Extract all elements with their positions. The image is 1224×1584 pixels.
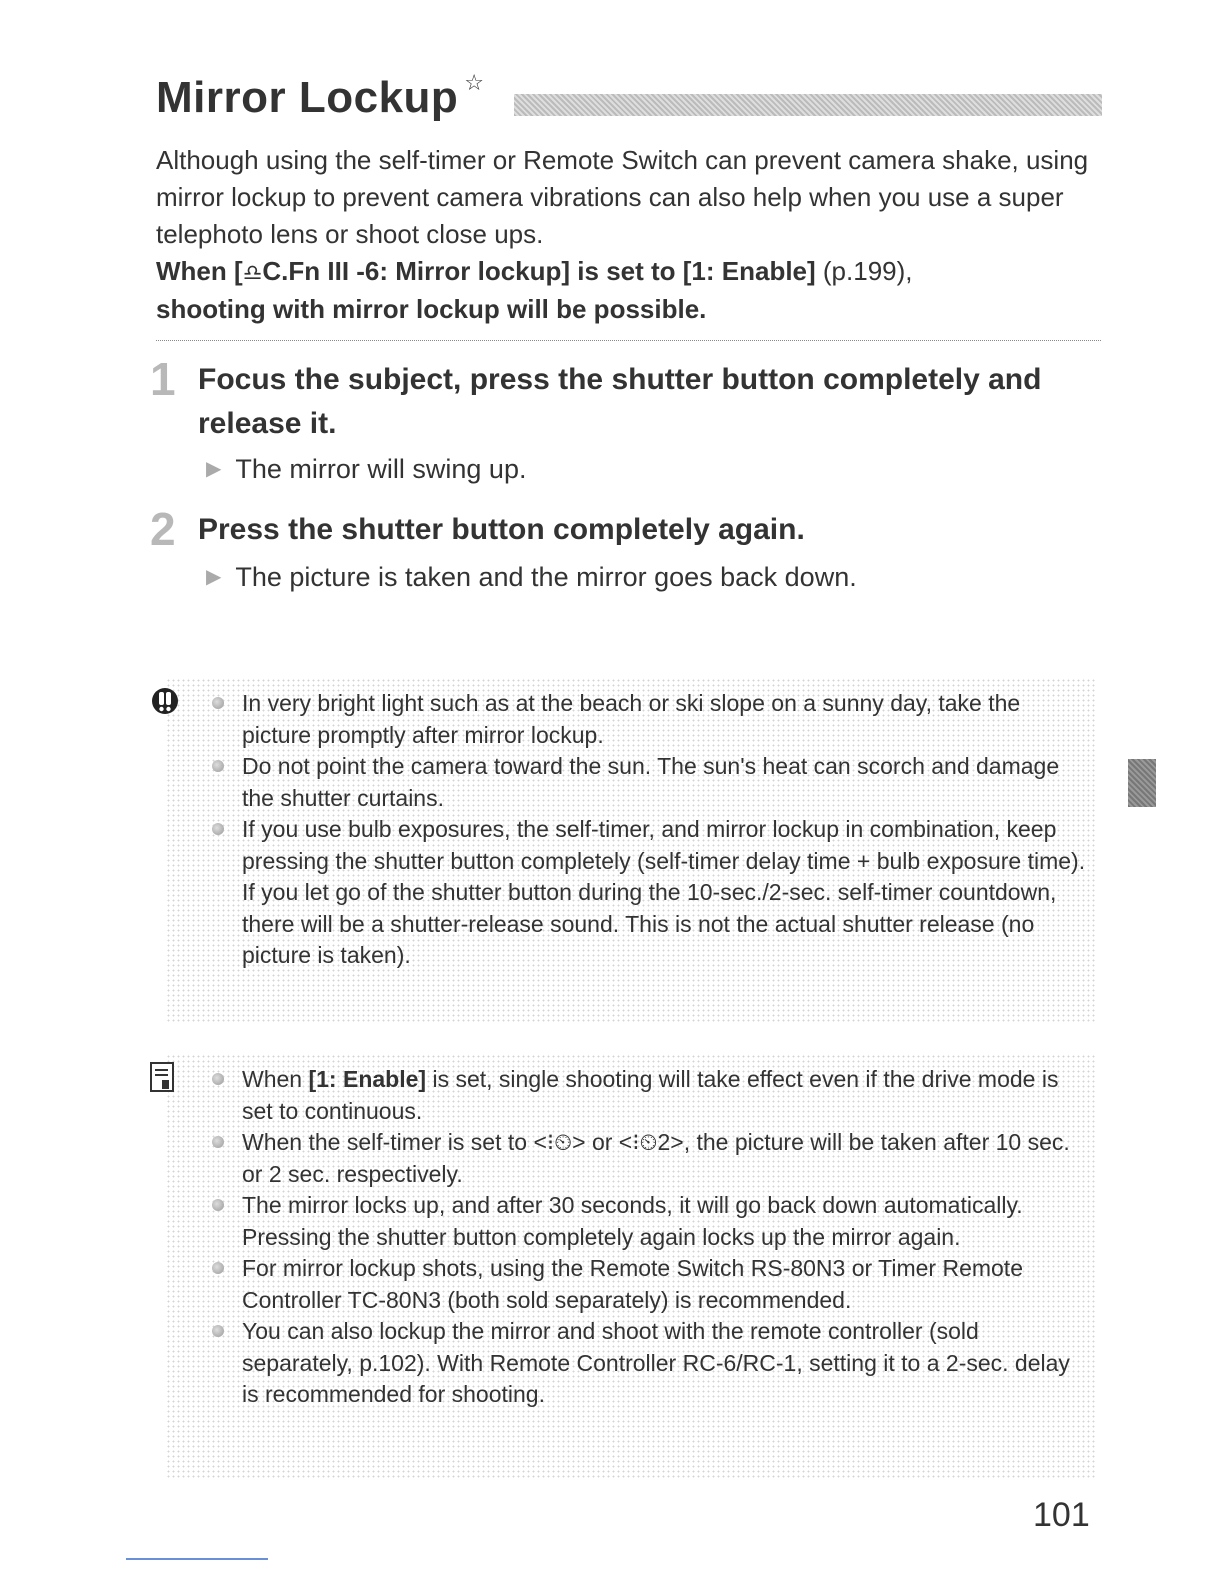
title-decoration-bar: [514, 94, 1102, 116]
notes-list: [206, 1064, 1086, 1411]
note-icon: [150, 1062, 176, 1099]
bullet-icon: [212, 1073, 224, 1085]
page-title-text: Mirror Lockup: [156, 73, 459, 122]
bullet-icon: [212, 1262, 224, 1274]
arrow-icon: ▶: [206, 458, 222, 480]
self-timer-2s-icon: <⁝⏲2>: [618, 1129, 684, 1155]
intro-text: Although using the self-timer or Remote Switch can prevent camera shake, using mirror lockup to prevent camera vibrations can also help when you use a super telephoto lens or shoot close ups.: [156, 145, 1089, 249]
bullet-icon: [212, 760, 224, 772]
step-number: 1: [150, 353, 176, 405]
intro-result: shooting with mirror lockup will be possible.: [156, 294, 707, 324]
intro-setting-line: When [♎C.Fn III -6: Mirror lockup] is set to [1: Enable] (p.199),: [156, 253, 1101, 291]
self-timer-10s-icon: <⁝⏲>: [533, 1129, 586, 1155]
list-item: You can also lockup the mirror and shoot with the remote controller (sold separately, p.102). With Remote Controller RC-6/RC-1, setting it to a 2-sec. delay is recommended for shooting.: [206, 1316, 1086, 1411]
bullet-icon: [212, 1199, 224, 1211]
list-item: The mirror locks up, and after 30 seconds, it will go back down automatically. Pressing the shutter button completely again locks up the mirror again.: [206, 1190, 1086, 1253]
page-reference: (p.199),: [815, 256, 913, 286]
step-title: Press the shutter button completely again.: [198, 513, 805, 546]
bullet-icon: [212, 823, 224, 835]
bullet-icon: [212, 1325, 224, 1337]
page-title: [156, 70, 485, 123]
caution-list: [206, 688, 1086, 972]
notes-box: [166, 1054, 1096, 1478]
list-item: Do not point the camera toward the sun. The sun's heat can scorch and damage the shutter curtains.: [206, 751, 1086, 814]
list-item: When the self-timer is set to <⁝⏲> or <⁝⏲2>, the picture will be taken after 10 sec. or 2 sec. respectively.: [206, 1127, 1086, 1190]
chapter-tab: [1128, 759, 1156, 807]
page-number: 101: [1033, 1496, 1090, 1534]
list-item: If you use bulb exposures, the self-timer, and mirror lockup in combination, keep pressing the shutter button completely (self-timer delay time + bulb exposure time). If you let go of the shutter button during the 10-sec./2-sec. self-timer countdown, there will be a shutter-release sound. This is not the actual shutter release (no picture is taken).: [206, 814, 1086, 972]
list-item: When [1: Enable] is set, single shooting will take effect even if the drive mode is set to continuous.: [206, 1064, 1086, 1127]
title-row: [156, 70, 1101, 130]
bullet-icon: [212, 1136, 224, 1148]
step-title: Focus the subject, press the shutter button completely and release it.: [198, 363, 1042, 440]
intro-paragraph: [156, 142, 1101, 328]
caution-icon: [150, 686, 180, 721]
arrow-icon: ▶: [206, 566, 222, 588]
step-result: ▶ The mirror will swing up.: [206, 454, 527, 484]
footer-line: [126, 1558, 268, 1560]
list-item: For mirror lockup shots, using the Remote Switch RS-80N3 or Timer Remote Controller TC-80N3 (both sold separately) is recommended.: [206, 1253, 1086, 1316]
list-item: In very bright light such as at the beach or ski slope on a sunny day, take the picture promptly after mirror lockup.: [206, 688, 1086, 751]
star-icon: ☆: [464, 70, 485, 95]
bullet-icon: [212, 697, 224, 709]
camera-settings-icon: ♎: [242, 260, 263, 285]
step-result: ▶ The picture is taken and the mirror goes back down.: [206, 562, 857, 592]
divider: [156, 340, 1101, 341]
step-number: 2: [150, 503, 176, 555]
caution-box: [166, 678, 1096, 1024]
